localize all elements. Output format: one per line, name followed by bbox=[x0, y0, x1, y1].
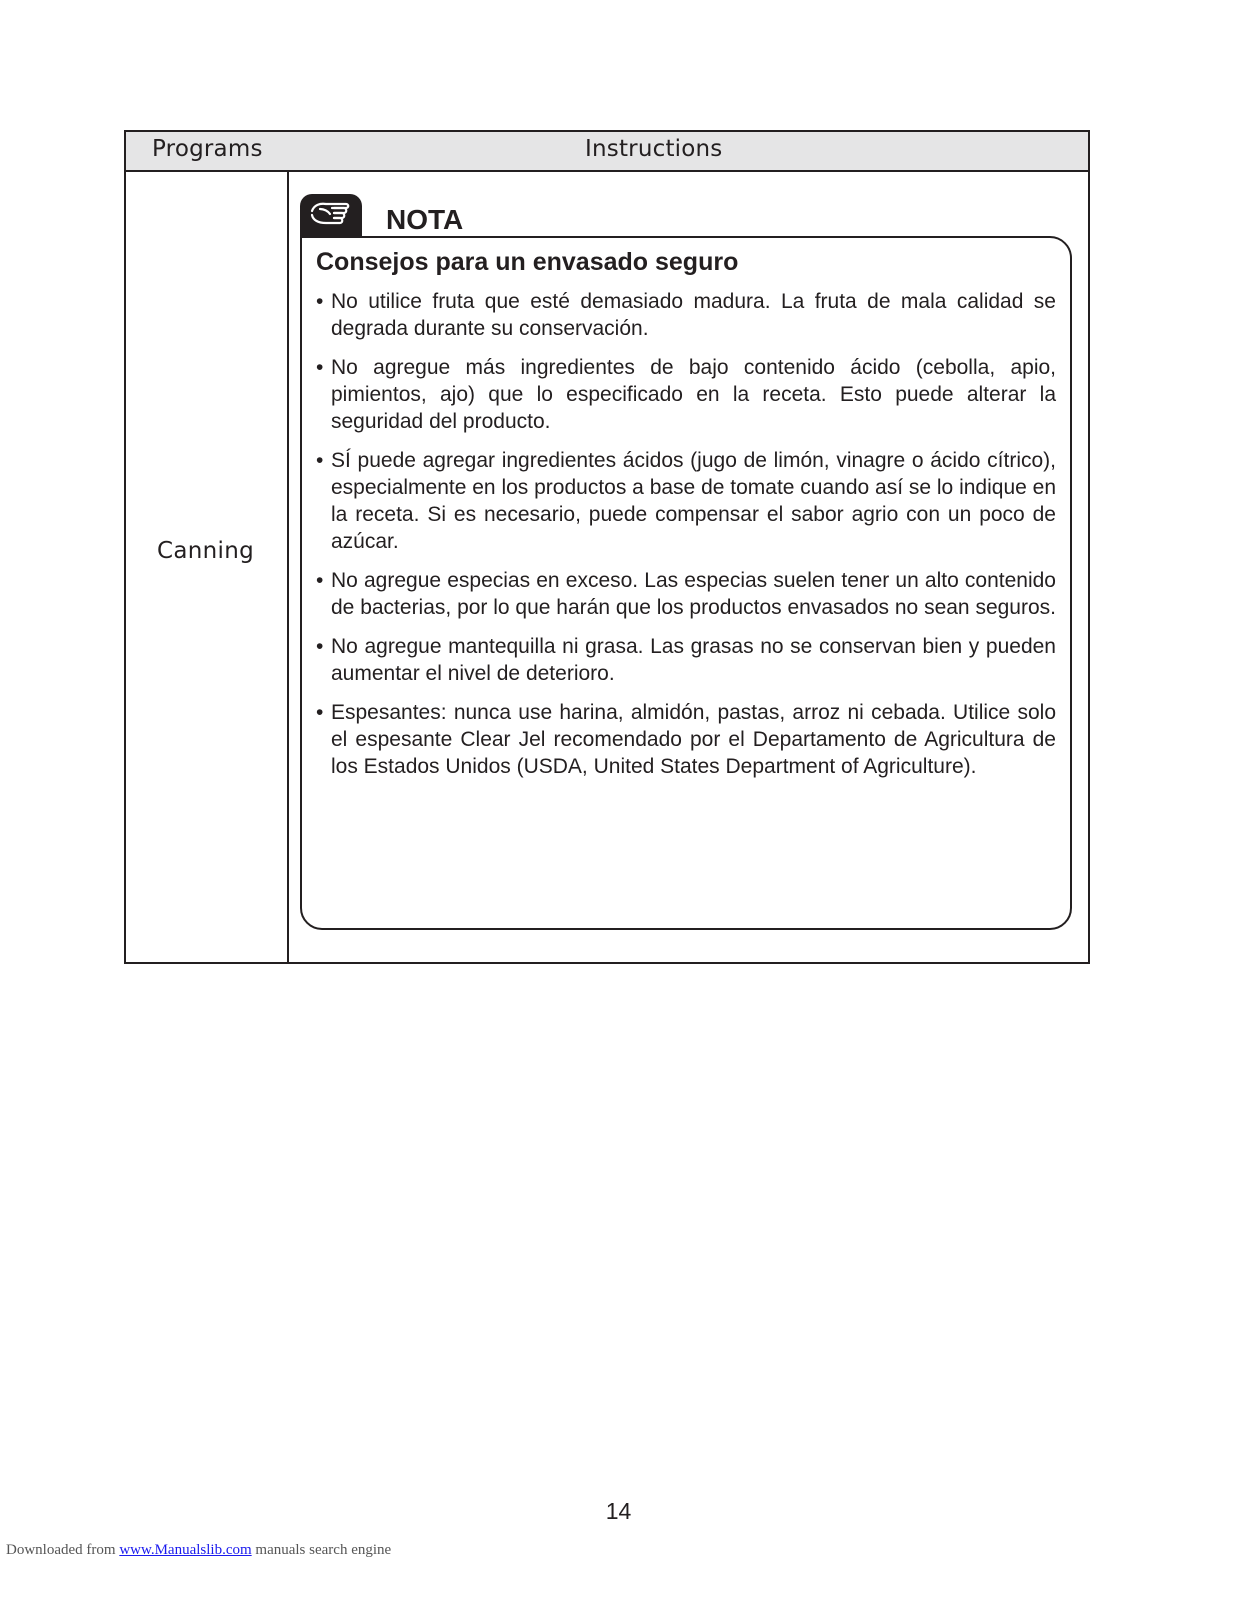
page-number: 14 bbox=[605, 1498, 632, 1524]
tip-acidic-ingredients: • SÍ puede agregar ingredientes ácidos (jugo de limón, vinagre o ácido cítrico), especialmente en los productos a base de tomate cuando así se lo indique en la receta. Si es necesario, puede compensar el sabor agrio con un poco de azúcar. bbox=[316, 447, 1056, 555]
header-instructions: Instructions bbox=[585, 136, 723, 162]
tip-butter-fat: • No agregue mantequilla ni grasa. Las grasas no se conservan bien y pueden aumentar el nivel de deterioro. bbox=[316, 633, 1056, 687]
manualslib-link[interactable]: www.Manualslib.com bbox=[119, 1542, 252, 1558]
download-footer bbox=[6, 1542, 391, 1559]
tip-low-acid-ingredients: • No agregue más ingredientes de bajo contenido ácido (cebolla, apio, pimientos, ajo) que lo especificado en la receta. Esto puede alterar la seguridad del producto. bbox=[316, 354, 1056, 435]
header-programs: Programs bbox=[152, 136, 263, 162]
column-divider bbox=[287, 172, 289, 962]
note-box bbox=[300, 236, 1072, 930]
tip-thickeners: • Espesantes: nunca use harina, almidón, pastas, arroz ni cebada. Utilice solo el espesante Clear Jel recomendado por el Departamento de Agricultura de los Estados Unidos (USDA, United States Department of Agriculture). bbox=[316, 699, 1056, 780]
tip-overripe-fruit: • No utilice fruta que esté demasiado madura. La fruta de mala calidad se degrada durante su conservación. bbox=[316, 288, 1056, 342]
table-header bbox=[126, 132, 1088, 172]
programs-table bbox=[124, 130, 1090, 964]
tip-spices: • No agregue especias en exceso. Las especias suelen tener un alto contenido de bacterias, por lo que harán que los productos envasados no sean seguros. bbox=[316, 567, 1056, 621]
footer-prefix: Downloaded from bbox=[6, 1542, 120, 1558]
pointing-hand-icon bbox=[300, 194, 362, 236]
note-label: NOTA bbox=[386, 204, 464, 235]
note-heading: Consejos para un envasado seguro bbox=[316, 248, 739, 276]
tips-list bbox=[316, 288, 1056, 792]
footer-suffix: manuals search engine bbox=[251, 1542, 392, 1558]
program-name-cell: Canning bbox=[157, 538, 254, 564]
